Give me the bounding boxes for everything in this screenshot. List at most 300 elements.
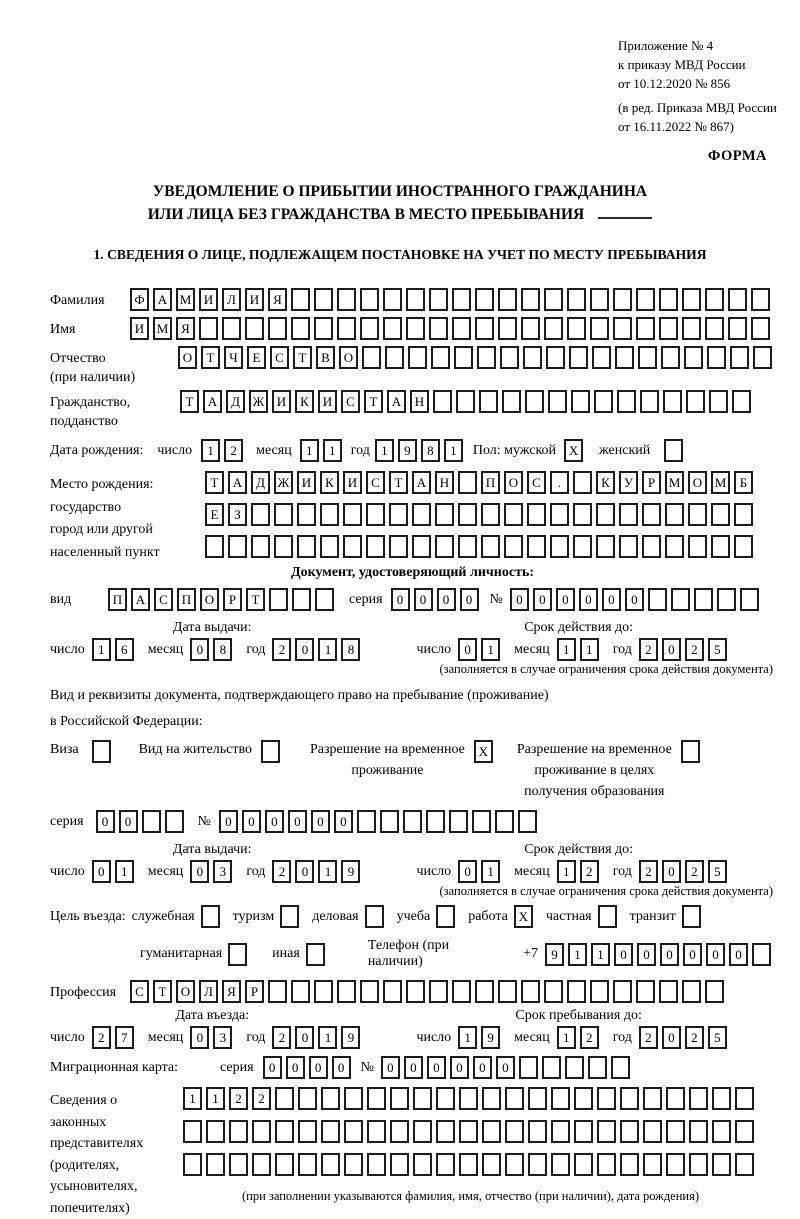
- char-cell[interactable]: [206, 1153, 225, 1176]
- char-cell[interactable]: И: [199, 288, 218, 311]
- char-cell[interactable]: А: [412, 471, 431, 494]
- char-cell[interactable]: 0: [295, 638, 314, 661]
- char-cell[interactable]: [705, 288, 724, 311]
- char-cell[interactable]: [321, 1120, 340, 1143]
- char-cell[interactable]: [183, 1120, 202, 1143]
- char-cell[interactable]: 0: [625, 588, 644, 611]
- birth-year-boxes[interactable]: [375, 439, 467, 462]
- char-cell[interactable]: [735, 1153, 754, 1176]
- char-cell[interactable]: [648, 588, 667, 611]
- char-cell[interactable]: Т: [201, 346, 220, 369]
- char-cell[interactable]: [740, 588, 759, 611]
- char-cell[interactable]: [314, 317, 333, 340]
- char-cell[interactable]: [454, 346, 473, 369]
- char-cell[interactable]: [613, 317, 632, 340]
- char-cell[interactable]: П: [108, 588, 127, 611]
- char-cell[interactable]: [498, 317, 517, 340]
- char-cell[interactable]: [620, 1153, 639, 1176]
- char-cell[interactable]: 0: [614, 943, 633, 966]
- char-cell[interactable]: [459, 1087, 478, 1110]
- sex-female-checkbox[interactable]: [664, 439, 687, 462]
- char-cell[interactable]: [590, 317, 609, 340]
- char-cell[interactable]: [665, 535, 684, 558]
- char-cell[interactable]: [472, 810, 491, 833]
- char-cell[interactable]: [360, 980, 379, 1003]
- char-cell[interactable]: [643, 1153, 662, 1176]
- residence-issue-month[interactable]: [190, 860, 236, 883]
- char-cell[interactable]: 0: [427, 1056, 446, 1079]
- char-cell[interactable]: [709, 390, 728, 413]
- char-cell[interactable]: 1: [115, 860, 134, 883]
- char-cell[interactable]: [413, 1087, 432, 1110]
- char-cell[interactable]: [199, 317, 218, 340]
- char-cell[interactable]: [436, 1153, 455, 1176]
- purpose-official-checkbox[interactable]: [201, 905, 224, 928]
- char-cell[interactable]: [477, 346, 496, 369]
- purpose-transit-checkbox[interactable]: [682, 905, 705, 928]
- char-cell[interactable]: [613, 288, 632, 311]
- char-cell[interactable]: [344, 1153, 363, 1176]
- char-cell[interactable]: 0: [662, 860, 681, 883]
- char-cell[interactable]: П: [177, 588, 196, 611]
- char-cell[interactable]: [663, 390, 682, 413]
- char-cell[interactable]: [682, 980, 701, 1003]
- char-cell[interactable]: И: [297, 471, 316, 494]
- char-cell[interactable]: 6: [115, 638, 134, 661]
- migration-series-boxes[interactable]: [263, 1056, 355, 1079]
- char-cell[interactable]: 2: [272, 1026, 291, 1049]
- char-cell[interactable]: [291, 317, 310, 340]
- char-cell[interactable]: [567, 288, 586, 311]
- char-cell[interactable]: 0: [190, 1026, 209, 1049]
- char-cell[interactable]: 1: [318, 860, 337, 883]
- char-cell[interactable]: 1: [557, 1026, 576, 1049]
- char-cell[interactable]: [344, 1120, 363, 1143]
- char-cell[interactable]: [390, 1120, 409, 1143]
- char-cell[interactable]: [611, 1056, 630, 1079]
- char-cell[interactable]: 1: [300, 439, 319, 462]
- char-cell[interactable]: 9: [341, 1026, 360, 1049]
- given-name-boxes[interactable]: [130, 317, 774, 340]
- char-cell[interactable]: [297, 503, 316, 526]
- char-cell[interactable]: [222, 317, 241, 340]
- char-cell[interactable]: Б: [734, 471, 753, 494]
- char-cell[interactable]: [452, 980, 471, 1003]
- entry-month[interactable]: [190, 1026, 236, 1049]
- stay-until-day[interactable]: [458, 1026, 504, 1049]
- char-cell[interactable]: [337, 288, 356, 311]
- char-cell[interactable]: 0: [533, 588, 552, 611]
- char-cell[interactable]: И: [272, 390, 291, 413]
- char-cell[interactable]: [567, 980, 586, 1003]
- char-cell[interactable]: Р: [223, 588, 242, 611]
- residence-validity-day[interactable]: [458, 860, 504, 883]
- char-cell[interactable]: [229, 1153, 248, 1176]
- char-cell[interactable]: [291, 980, 310, 1003]
- char-cell[interactable]: [527, 503, 546, 526]
- char-cell[interactable]: [548, 390, 567, 413]
- char-cell[interactable]: [429, 317, 448, 340]
- doc-issue-month[interactable]: [190, 638, 236, 661]
- char-cell[interactable]: [449, 810, 468, 833]
- char-cell[interactable]: [551, 1120, 570, 1143]
- char-cell[interactable]: Т: [293, 346, 312, 369]
- char-cell[interactable]: 2: [580, 1026, 599, 1049]
- char-cell[interactable]: [390, 1153, 409, 1176]
- char-cell[interactable]: 1: [481, 860, 500, 883]
- char-cell[interactable]: [573, 503, 592, 526]
- char-cell[interactable]: 1: [568, 943, 587, 966]
- char-cell[interactable]: [705, 317, 724, 340]
- char-cell[interactable]: [452, 317, 471, 340]
- char-cell[interactable]: 1: [591, 943, 610, 966]
- purpose-other-checkbox[interactable]: [306, 943, 329, 966]
- char-cell[interactable]: [596, 535, 615, 558]
- char-cell[interactable]: [518, 810, 537, 833]
- char-cell[interactable]: 9: [341, 860, 360, 883]
- char-cell[interactable]: [730, 346, 749, 369]
- residence-issue-day[interactable]: [92, 860, 138, 883]
- char-cell[interactable]: [597, 1120, 616, 1143]
- char-cell[interactable]: [228, 535, 247, 558]
- char-cell[interactable]: О: [339, 346, 358, 369]
- char-cell[interactable]: [594, 390, 613, 413]
- birth-place-boxes-3[interactable]: [205, 535, 757, 558]
- char-cell[interactable]: 0: [219, 810, 238, 833]
- char-cell[interactable]: П: [481, 471, 500, 494]
- char-cell[interactable]: 8: [421, 439, 440, 462]
- char-cell[interactable]: 2: [639, 1026, 658, 1049]
- char-cell[interactable]: [642, 503, 661, 526]
- char-cell[interactable]: М: [665, 471, 684, 494]
- char-cell[interactable]: [426, 810, 445, 833]
- char-cell[interactable]: 0: [496, 1056, 515, 1079]
- char-cell[interactable]: [689, 1087, 708, 1110]
- residence-validity-year[interactable]: [639, 860, 731, 883]
- char-cell[interactable]: [521, 288, 540, 311]
- char-cell[interactable]: [495, 810, 514, 833]
- char-cell[interactable]: [343, 503, 362, 526]
- char-cell[interactable]: С: [341, 390, 360, 413]
- char-cell[interactable]: [314, 980, 333, 1003]
- char-cell[interactable]: [475, 288, 494, 311]
- char-cell[interactable]: 0: [119, 810, 138, 833]
- representatives-boxes-3[interactable]: [183, 1153, 758, 1176]
- char-cell[interactable]: [567, 317, 586, 340]
- char-cell[interactable]: [261, 740, 280, 763]
- char-cell[interactable]: [504, 503, 523, 526]
- char-cell[interactable]: 2: [685, 1026, 704, 1049]
- char-cell[interactable]: [732, 390, 751, 413]
- char-cell[interactable]: 1: [318, 1026, 337, 1049]
- char-cell[interactable]: [569, 346, 588, 369]
- representatives-boxes-1[interactable]: [183, 1087, 758, 1110]
- char-cell[interactable]: X: [514, 905, 533, 928]
- char-cell[interactable]: [728, 317, 747, 340]
- char-cell[interactable]: 0: [602, 588, 621, 611]
- char-cell[interactable]: [521, 980, 540, 1003]
- char-cell[interactable]: 0: [309, 1056, 328, 1079]
- char-cell[interactable]: [362, 346, 381, 369]
- char-cell[interactable]: [525, 390, 544, 413]
- char-cell[interactable]: [367, 1120, 386, 1143]
- char-cell[interactable]: [458, 471, 477, 494]
- char-cell[interactable]: [380, 810, 399, 833]
- char-cell[interactable]: Т: [205, 471, 224, 494]
- char-cell[interactable]: [505, 1087, 524, 1110]
- doc-validity-month[interactable]: [557, 638, 603, 661]
- char-cell[interactable]: М: [176, 288, 195, 311]
- citizenship-boxes[interactable]: [180, 390, 755, 413]
- char-cell[interactable]: 2: [639, 860, 658, 883]
- char-cell[interactable]: О: [688, 471, 707, 494]
- char-cell[interactable]: [291, 288, 310, 311]
- char-cell[interactable]: 1: [201, 439, 220, 462]
- char-cell[interactable]: [436, 905, 455, 928]
- char-cell[interactable]: [544, 980, 563, 1003]
- char-cell[interactable]: [452, 288, 471, 311]
- char-cell[interactable]: 0: [729, 943, 748, 966]
- purpose-work-checkbox[interactable]: [514, 905, 537, 928]
- char-cell[interactable]: [390, 1087, 409, 1110]
- doc-issue-year[interactable]: [272, 638, 364, 661]
- char-cell[interactable]: [544, 317, 563, 340]
- char-cell[interactable]: [205, 535, 224, 558]
- char-cell[interactable]: [735, 1120, 754, 1143]
- char-cell[interactable]: К: [320, 471, 339, 494]
- char-cell[interactable]: 5: [708, 860, 727, 883]
- char-cell[interactable]: [435, 535, 454, 558]
- char-cell[interactable]: [252, 1120, 271, 1143]
- char-cell[interactable]: [619, 503, 638, 526]
- char-cell[interactable]: [245, 317, 264, 340]
- char-cell[interactable]: 8: [341, 638, 360, 661]
- char-cell[interactable]: [528, 1087, 547, 1110]
- char-cell[interactable]: 1: [92, 638, 111, 661]
- char-cell[interactable]: [500, 346, 519, 369]
- char-cell[interactable]: 0: [242, 810, 261, 833]
- char-cell[interactable]: 5: [708, 1026, 727, 1049]
- char-cell[interactable]: О: [200, 588, 219, 611]
- char-cell[interactable]: С: [270, 346, 289, 369]
- char-cell[interactable]: [408, 346, 427, 369]
- char-cell[interactable]: И: [245, 288, 264, 311]
- char-cell[interactable]: [528, 1120, 547, 1143]
- birth-place-boxes-2[interactable]: [205, 503, 757, 526]
- char-cell[interactable]: 0: [683, 943, 702, 966]
- residence-issue-year[interactable]: [272, 860, 364, 883]
- char-cell[interactable]: [617, 390, 636, 413]
- char-cell[interactable]: 0: [190, 638, 209, 661]
- char-cell[interactable]: 8: [213, 638, 232, 661]
- char-cell[interactable]: [433, 390, 452, 413]
- char-cell[interactable]: 3: [213, 860, 232, 883]
- char-cell[interactable]: [228, 943, 247, 966]
- char-cell[interactable]: А: [387, 390, 406, 413]
- char-cell[interactable]: [688, 535, 707, 558]
- char-cell[interactable]: [666, 1120, 685, 1143]
- residence-validity-month[interactable]: [557, 860, 603, 883]
- char-cell[interactable]: [406, 288, 425, 311]
- char-cell[interactable]: X: [474, 740, 493, 763]
- char-cell[interactable]: 0: [263, 1056, 282, 1079]
- char-cell[interactable]: 2: [639, 638, 658, 661]
- char-cell[interactable]: К: [295, 390, 314, 413]
- char-cell[interactable]: [544, 288, 563, 311]
- char-cell[interactable]: [707, 346, 726, 369]
- stay-until-year[interactable]: [639, 1026, 731, 1049]
- char-cell[interactable]: [686, 390, 705, 413]
- char-cell[interactable]: 1: [183, 1087, 202, 1110]
- char-cell[interactable]: [383, 980, 402, 1003]
- char-cell[interactable]: [475, 317, 494, 340]
- char-cell[interactable]: [481, 503, 500, 526]
- char-cell[interactable]: Н: [435, 471, 454, 494]
- char-cell[interactable]: [268, 317, 287, 340]
- char-cell[interactable]: [590, 980, 609, 1003]
- char-cell[interactable]: 1: [375, 439, 394, 462]
- migration-number-boxes[interactable]: [381, 1056, 634, 1079]
- purpose-tourism-checkbox[interactable]: [280, 905, 303, 928]
- char-cell[interactable]: 0: [334, 810, 353, 833]
- char-cell[interactable]: [458, 503, 477, 526]
- sex-male-checkbox[interactable]: [564, 439, 587, 462]
- representatives-boxes-2[interactable]: [183, 1120, 758, 1143]
- char-cell[interactable]: .: [550, 471, 569, 494]
- char-cell[interactable]: 0: [288, 810, 307, 833]
- char-cell[interactable]: 2: [272, 638, 291, 661]
- char-cell[interactable]: Л: [199, 980, 218, 1003]
- char-cell[interactable]: С: [527, 471, 546, 494]
- char-cell[interactable]: [505, 1120, 524, 1143]
- char-cell[interactable]: [751, 317, 770, 340]
- char-cell[interactable]: 0: [286, 1056, 305, 1079]
- char-cell[interactable]: [360, 288, 379, 311]
- char-cell[interactable]: [498, 980, 517, 1003]
- purpose-study-checkbox[interactable]: [436, 905, 459, 928]
- char-cell[interactable]: [274, 535, 293, 558]
- entry-day[interactable]: [92, 1026, 138, 1049]
- char-cell[interactable]: [527, 535, 546, 558]
- char-cell[interactable]: [360, 317, 379, 340]
- temp-residence-checkbox[interactable]: [465, 739, 497, 763]
- char-cell[interactable]: [659, 288, 678, 311]
- char-cell[interactable]: [636, 288, 655, 311]
- char-cell[interactable]: О: [178, 346, 197, 369]
- char-cell[interactable]: [592, 346, 611, 369]
- char-cell[interactable]: Ф: [130, 288, 149, 311]
- char-cell[interactable]: [619, 535, 638, 558]
- profession-boxes[interactable]: [130, 980, 728, 1003]
- char-cell[interactable]: [429, 288, 448, 311]
- char-cell[interactable]: [542, 1056, 561, 1079]
- char-cell[interactable]: [456, 390, 475, 413]
- char-cell[interactable]: [681, 740, 700, 763]
- char-cell[interactable]: И: [318, 390, 337, 413]
- char-cell[interactable]: 0: [391, 588, 410, 611]
- char-cell[interactable]: [728, 288, 747, 311]
- char-cell[interactable]: [659, 317, 678, 340]
- char-cell[interactable]: Я: [222, 980, 241, 1003]
- char-cell[interactable]: 2: [685, 638, 704, 661]
- char-cell[interactable]: Л: [222, 288, 241, 311]
- char-cell[interactable]: [753, 346, 772, 369]
- char-cell[interactable]: [682, 905, 701, 928]
- char-cell[interactable]: 0: [92, 860, 111, 883]
- char-cell[interactable]: [429, 980, 448, 1003]
- char-cell[interactable]: И: [130, 317, 149, 340]
- char-cell[interactable]: [475, 980, 494, 1003]
- char-cell[interactable]: Я: [268, 288, 287, 311]
- char-cell[interactable]: 0: [637, 943, 656, 966]
- char-cell[interactable]: [643, 1120, 662, 1143]
- phone-boxes[interactable]: [545, 943, 775, 966]
- char-cell[interactable]: Т: [153, 980, 172, 1003]
- char-cell[interactable]: [297, 535, 316, 558]
- char-cell[interactable]: [546, 346, 565, 369]
- char-cell[interactable]: [615, 346, 634, 369]
- char-cell[interactable]: [613, 980, 632, 1003]
- char-cell[interactable]: 1: [206, 1087, 225, 1110]
- char-cell[interactable]: [521, 317, 540, 340]
- char-cell[interactable]: [528, 1153, 547, 1176]
- char-cell[interactable]: [320, 535, 339, 558]
- char-cell[interactable]: 9: [481, 1026, 500, 1049]
- char-cell[interactable]: 2: [224, 439, 243, 462]
- char-cell[interactable]: Ж: [249, 390, 268, 413]
- char-cell[interactable]: [498, 288, 517, 311]
- char-cell[interactable]: Ч: [224, 346, 243, 369]
- char-cell[interactable]: [165, 810, 184, 833]
- char-cell[interactable]: 0: [458, 860, 477, 883]
- char-cell[interactable]: [504, 535, 523, 558]
- char-cell[interactable]: [712, 1153, 731, 1176]
- char-cell[interactable]: [383, 288, 402, 311]
- char-cell[interactable]: [574, 1087, 593, 1110]
- char-cell[interactable]: О: [176, 980, 195, 1003]
- char-cell[interactable]: [550, 535, 569, 558]
- char-cell[interactable]: [201, 905, 220, 928]
- char-cell[interactable]: [502, 390, 521, 413]
- char-cell[interactable]: [659, 980, 678, 1003]
- char-cell[interactable]: [366, 535, 385, 558]
- char-cell[interactable]: [735, 1087, 754, 1110]
- char-cell[interactable]: 1: [323, 439, 342, 462]
- purpose-humanitarian-checkbox[interactable]: [228, 943, 251, 966]
- char-cell[interactable]: [365, 905, 384, 928]
- char-cell[interactable]: 0: [404, 1056, 423, 1079]
- char-cell[interactable]: [664, 439, 683, 462]
- char-cell[interactable]: 2: [92, 1026, 111, 1049]
- char-cell[interactable]: [620, 1120, 639, 1143]
- char-cell[interactable]: [717, 588, 736, 611]
- char-cell[interactable]: [275, 1153, 294, 1176]
- char-cell[interactable]: А: [131, 588, 150, 611]
- char-cell[interactable]: [412, 535, 431, 558]
- char-cell[interactable]: [661, 346, 680, 369]
- char-cell[interactable]: [597, 1153, 616, 1176]
- char-cell[interactable]: [321, 1153, 340, 1176]
- char-cell[interactable]: [574, 1120, 593, 1143]
- char-cell[interactable]: 0: [190, 860, 209, 883]
- char-cell[interactable]: 0: [458, 638, 477, 661]
- birth-day-boxes[interactable]: [201, 439, 247, 462]
- char-cell[interactable]: 1: [580, 638, 599, 661]
- char-cell[interactable]: [711, 503, 730, 526]
- char-cell[interactable]: 0: [662, 638, 681, 661]
- char-cell[interactable]: Р: [642, 471, 661, 494]
- char-cell[interactable]: 0: [265, 810, 284, 833]
